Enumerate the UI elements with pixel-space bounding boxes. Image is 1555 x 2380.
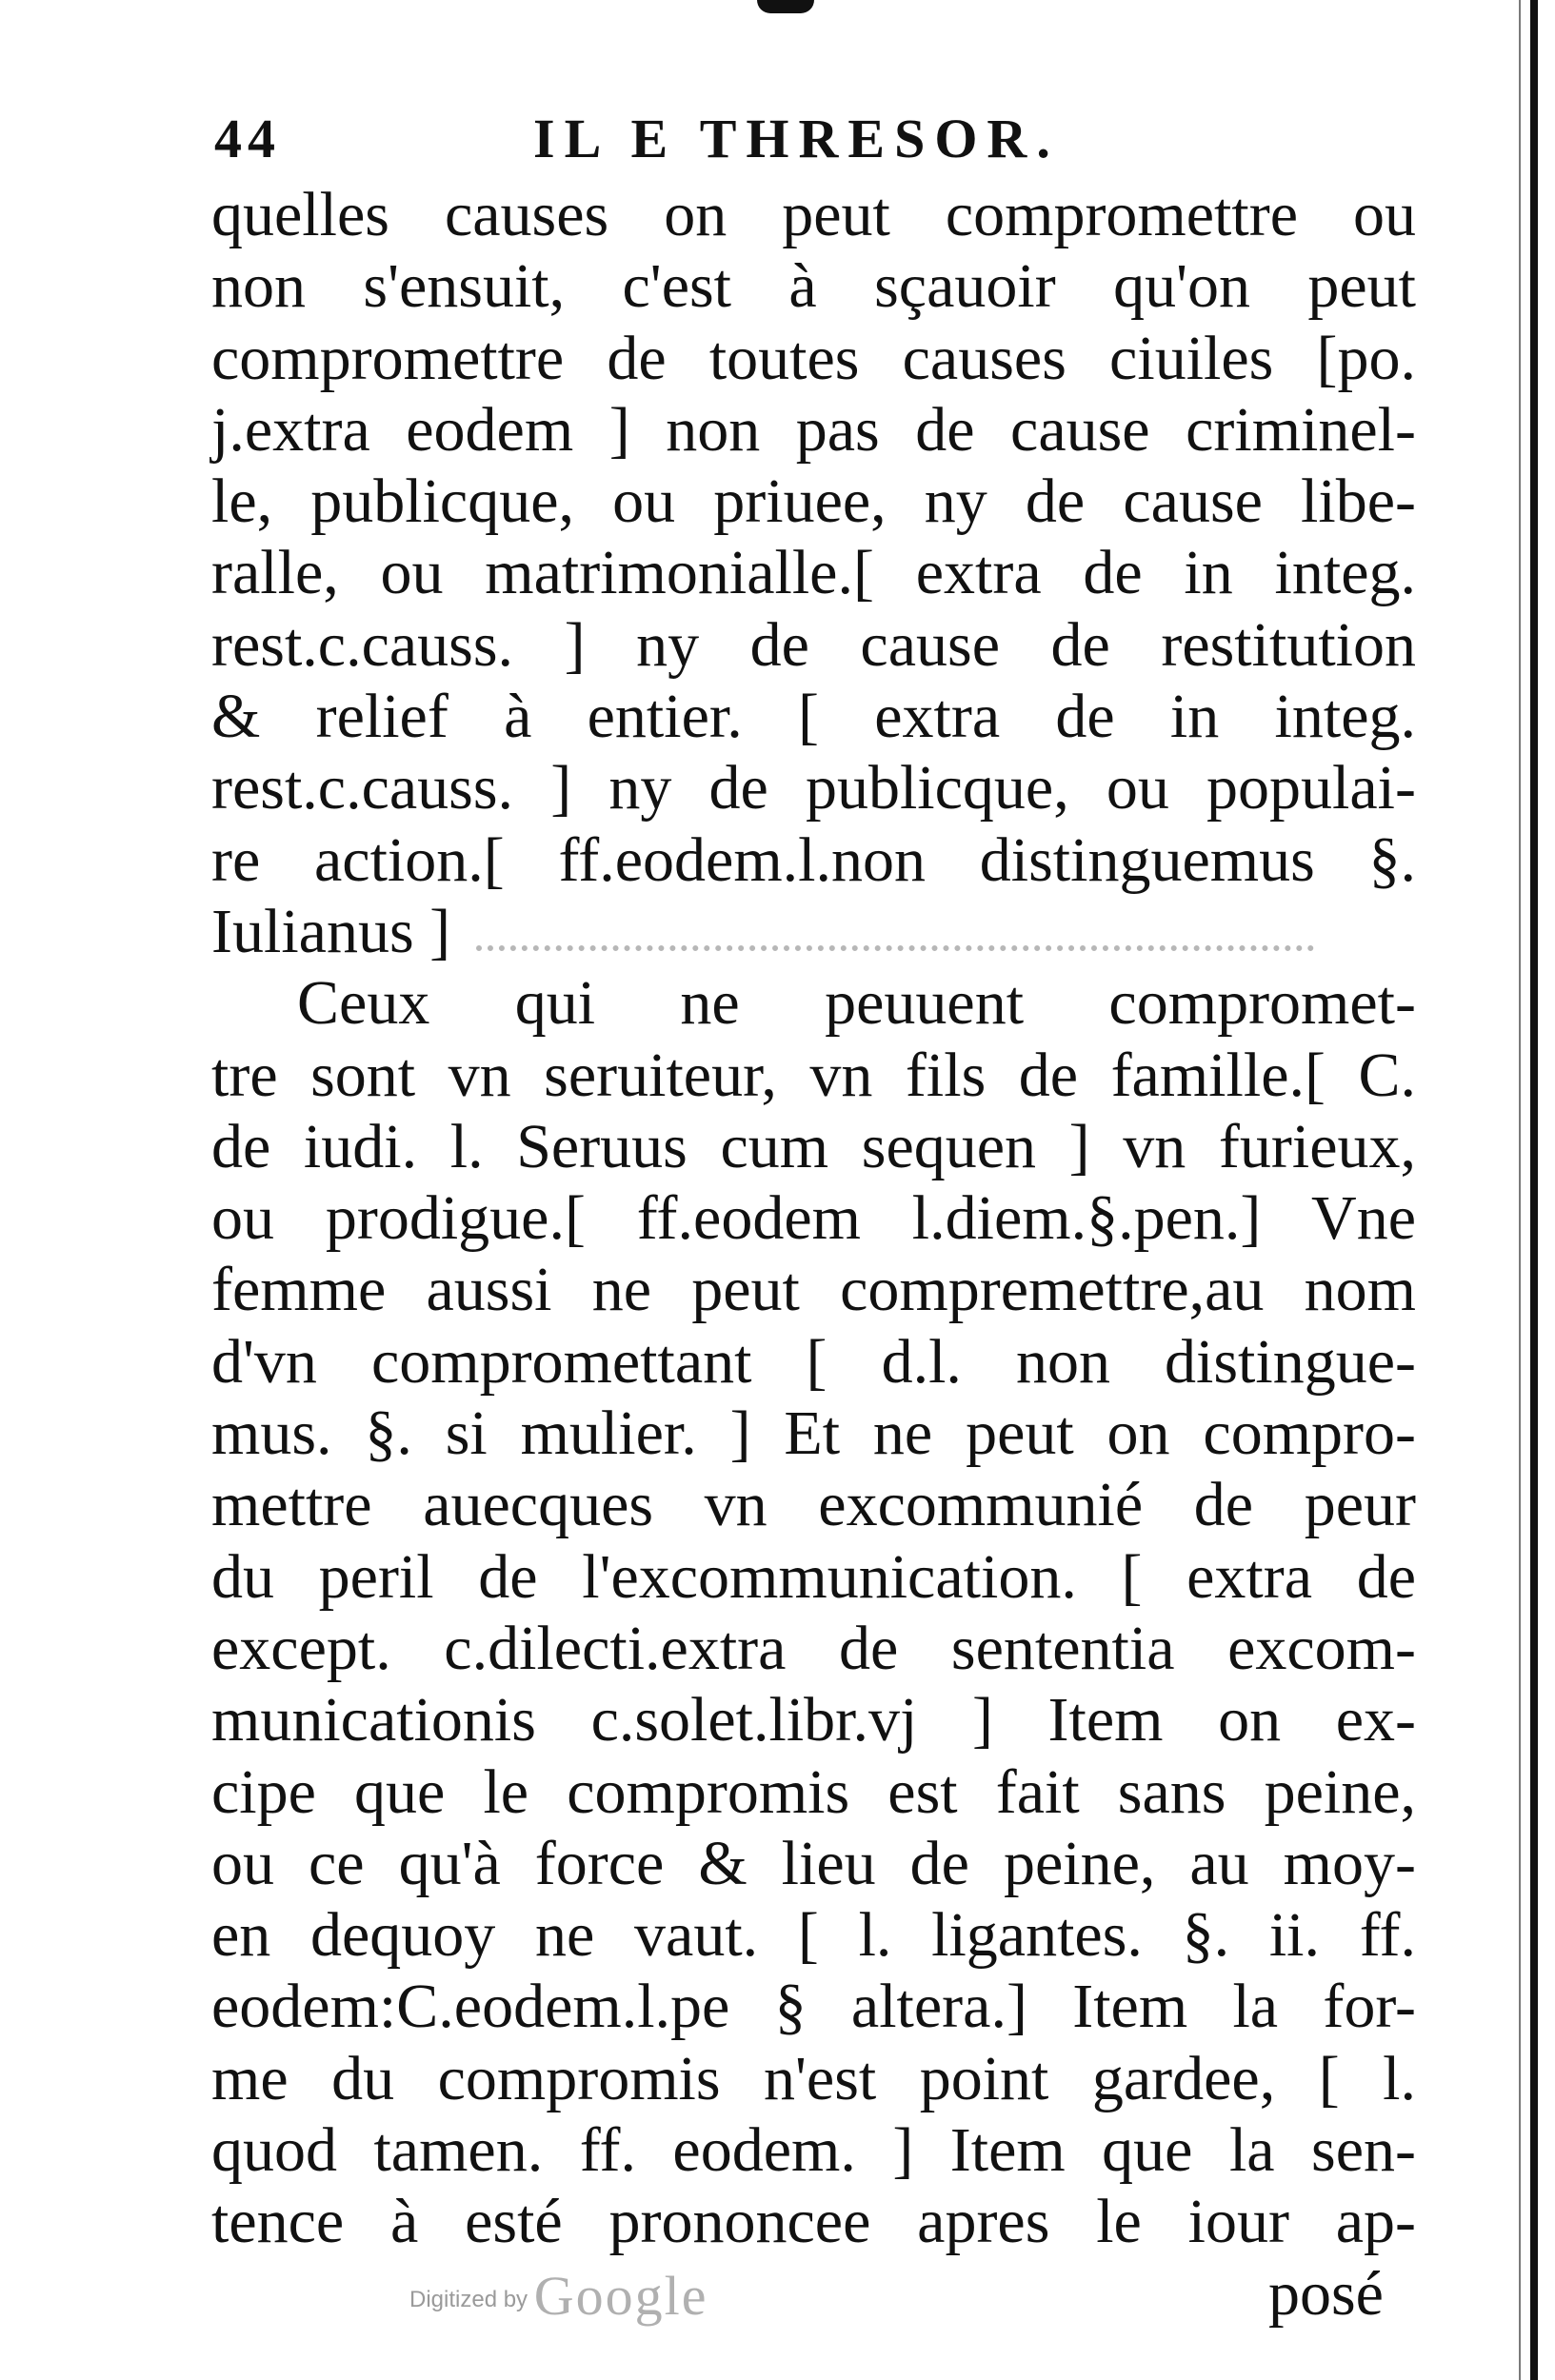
text-line: re action.[ ff.eodem.l.non distinguemus §. xyxy=(211,824,1416,895)
ink-blot xyxy=(757,0,814,13)
text-line: quelles causes on peut compromettre ou xyxy=(211,180,1416,249)
text-line: except. c.dilecti.extra de sententia excom- xyxy=(211,1613,1416,1683)
text-line: rest.c.causs. ] ny de cause de restitution xyxy=(211,609,1416,680)
text-line: quod tamen. ff. eodem. ] Item que la sen- xyxy=(211,2115,1416,2186)
text-line: j.extra eodem ] non pas de cause criminel- xyxy=(211,394,1416,465)
text-line: femme aussi ne peut compremettre,au nom xyxy=(211,1255,1416,1325)
text-line: d'vn compromettant [ d.l. non distingue- xyxy=(211,1326,1416,1397)
watermark-prefix: Digitized by xyxy=(409,2287,528,2312)
text-line: mus. §. si mulier. ] Et ne peut on compro- xyxy=(211,1398,1416,1469)
paragraph-start-line: Ceux qui ne peuuent compromet- xyxy=(297,968,1416,1039)
text-line: & relief à entier. [ extra de in integ. xyxy=(211,682,1416,752)
text-line: ralle, ou matrimonialle.[ extra de in integ. xyxy=(211,538,1416,608)
body-text xyxy=(211,179,1416,2330)
show-through-dots xyxy=(476,921,1314,951)
page-edge-rule xyxy=(1530,0,1538,2380)
text-line: cipe que le compromis est fait sans peine, xyxy=(211,1756,1416,1827)
text-line: de iudi. l. Seruus cum sequen ] vn furieux, xyxy=(211,1111,1416,1181)
page-header xyxy=(214,107,1262,169)
catchword-line: posé xyxy=(1268,2258,1384,2329)
text-line: non s'ensuit, c'est à sçauoir qu'on peut xyxy=(211,251,1416,322)
running-head: IL E THRESOR. xyxy=(533,108,1060,169)
watermark-brand: Google xyxy=(533,2265,708,2327)
text-line: le, publicque, ou priuee, ny de cause libe- xyxy=(211,466,1416,537)
text-line: eodem:C.eodem.l.pe § altera.] Item la for- xyxy=(211,1972,1416,2042)
text-line: en dequoy ne vaut. [ l. ligantes. §. ii. ff. xyxy=(211,1900,1416,1971)
text-line: ou ce qu'à force & lieu de peine, au moy- xyxy=(211,1828,1416,1898)
text-line: Iulianus ] xyxy=(211,896,451,966)
text-line: du peril de l'excommunication. [ extra de xyxy=(211,1541,1416,1612)
text-line: tence à esté prononcee apres le iour ap- xyxy=(211,2187,1416,2257)
text-line: ou prodigue.[ ff.eodem l.diem.§.pen.] Vne xyxy=(211,1183,1416,1254)
page-edge-rule-thin xyxy=(1519,0,1521,2380)
page-number: 44 xyxy=(214,108,281,169)
text-line: compromettre de toutes causes ciuiles [po. xyxy=(211,323,1416,393)
text-line: mettre auecques vn excommunié de peur xyxy=(211,1470,1416,1540)
text-line: me du compromis n'est point gardee, [ l. xyxy=(211,2043,1416,2113)
digitization-watermark xyxy=(409,2264,708,2328)
text-line: municationis c.solet.libr.vj ] Item on ex- xyxy=(211,1685,1416,1755)
text-line: rest.c.causs. ] ny de publicque, ou populai- xyxy=(211,753,1416,823)
text-line: tre sont vn seruiteur, vn fils de famille.[ C. xyxy=(211,1040,1416,1110)
